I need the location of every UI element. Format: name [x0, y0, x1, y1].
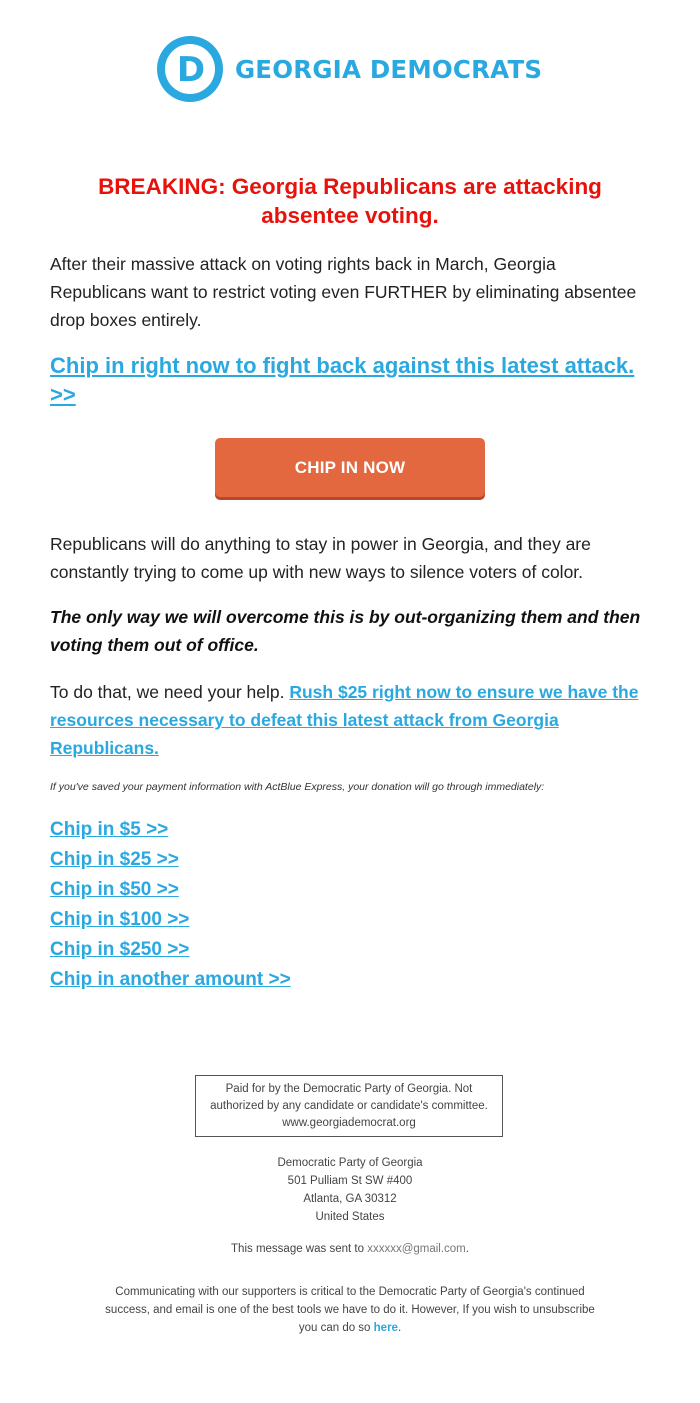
- address-country: United States: [315, 1211, 385, 1223]
- chip-in-25-link[interactable]: Chip in $25 >>: [50, 849, 179, 870]
- chip-in-100-link[interactable]: Chip in $100 >>: [50, 909, 190, 930]
- georgia-democrats-logo[interactable]: [157, 36, 542, 102]
- unsubscribe-footer: [100, 1283, 600, 1337]
- democrats-d-logo-icon: [157, 36, 223, 102]
- intro-paragraph: After their massive attack on voting rights back in March, Georgia Republicans want to restrict voting even FURTHER by eliminating absentee drop boxes entirely.: [50, 254, 637, 330]
- chip-in-other-amount-link[interactable]: Chip in another amount >>: [50, 969, 291, 990]
- headline: BREAKING: Georgia Republicans are attacking absentee voting.: [98, 174, 602, 228]
- address-street: 501 Pulliam St SW #400: [287, 1175, 413, 1187]
- sent-prefix: This message was sent to: [231, 1243, 364, 1255]
- help-paragraph: [50, 678, 648, 762]
- disclaimer-website: www.georgiademocrat.org: [282, 1117, 416, 1129]
- disclaimer-line-2: authorized by any candidate or candidate's committee.: [210, 1100, 488, 1112]
- emphasis-paragraph: The only way we will overcome this is by out-organizing them and then voting them out of office.: [50, 607, 641, 655]
- sent-to-line: [0, 1240, 700, 1258]
- actblue-note: If you've saved your payment information with ActBlue Express, your donation will go through immediately:: [50, 781, 545, 793]
- help-prefix: To do that, we need your help.: [50, 682, 285, 702]
- chip-in-cta-link[interactable]: Chip in right now to fight back against this latest attack. >>: [50, 353, 635, 407]
- disclaimer-line-1: Paid for by the Democratic Party of Georgia. Not: [225, 1083, 473, 1095]
- chip-in-250-link[interactable]: Chip in $250 >>: [50, 939, 190, 960]
- footer-end: .: [397, 1322, 402, 1334]
- logo-text: GEORGIA DEMOCRATS: [235, 54, 543, 84]
- chip-in-now-button[interactable]: CHIP IN NOW: [215, 438, 485, 497]
- mailing-address: [0, 1154, 700, 1226]
- donation-amounts-list: [50, 815, 291, 995]
- chip-in-50-link[interactable]: Chip in $50 >>: [50, 879, 179, 900]
- unsubscribe-link[interactable]: here: [373, 1322, 398, 1334]
- paid-for-disclaimer: [195, 1075, 503, 1137]
- power-paragraph: Republicans will do anything to stay in power in Georgia, and they are constantly trying to come up with new ways to silence voters of color.: [50, 534, 591, 582]
- recipient-email: xxxxxx@gmail.com: [367, 1243, 466, 1255]
- address-city: Atlanta, GA 30312: [303, 1193, 397, 1205]
- rush-25-link[interactable]: Rush $25 right now to ensure we have the resources necessary to defeat this latest attack from Georgia Republicans.: [50, 682, 639, 758]
- footer-text: Communicating with our supporters is critical to the Democratic Party of Georgia's continued success, and email is one of the best tools we have to do it. However, If you wish to unsubscribe you can do so: [105, 1286, 595, 1334]
- sent-suffix: .: [465, 1243, 469, 1255]
- logo-letter: D: [176, 50, 206, 90]
- address-org: Democratic Party of Georgia: [277, 1157, 423, 1169]
- chip-in-5-link[interactable]: Chip in $5 >>: [50, 819, 169, 840]
